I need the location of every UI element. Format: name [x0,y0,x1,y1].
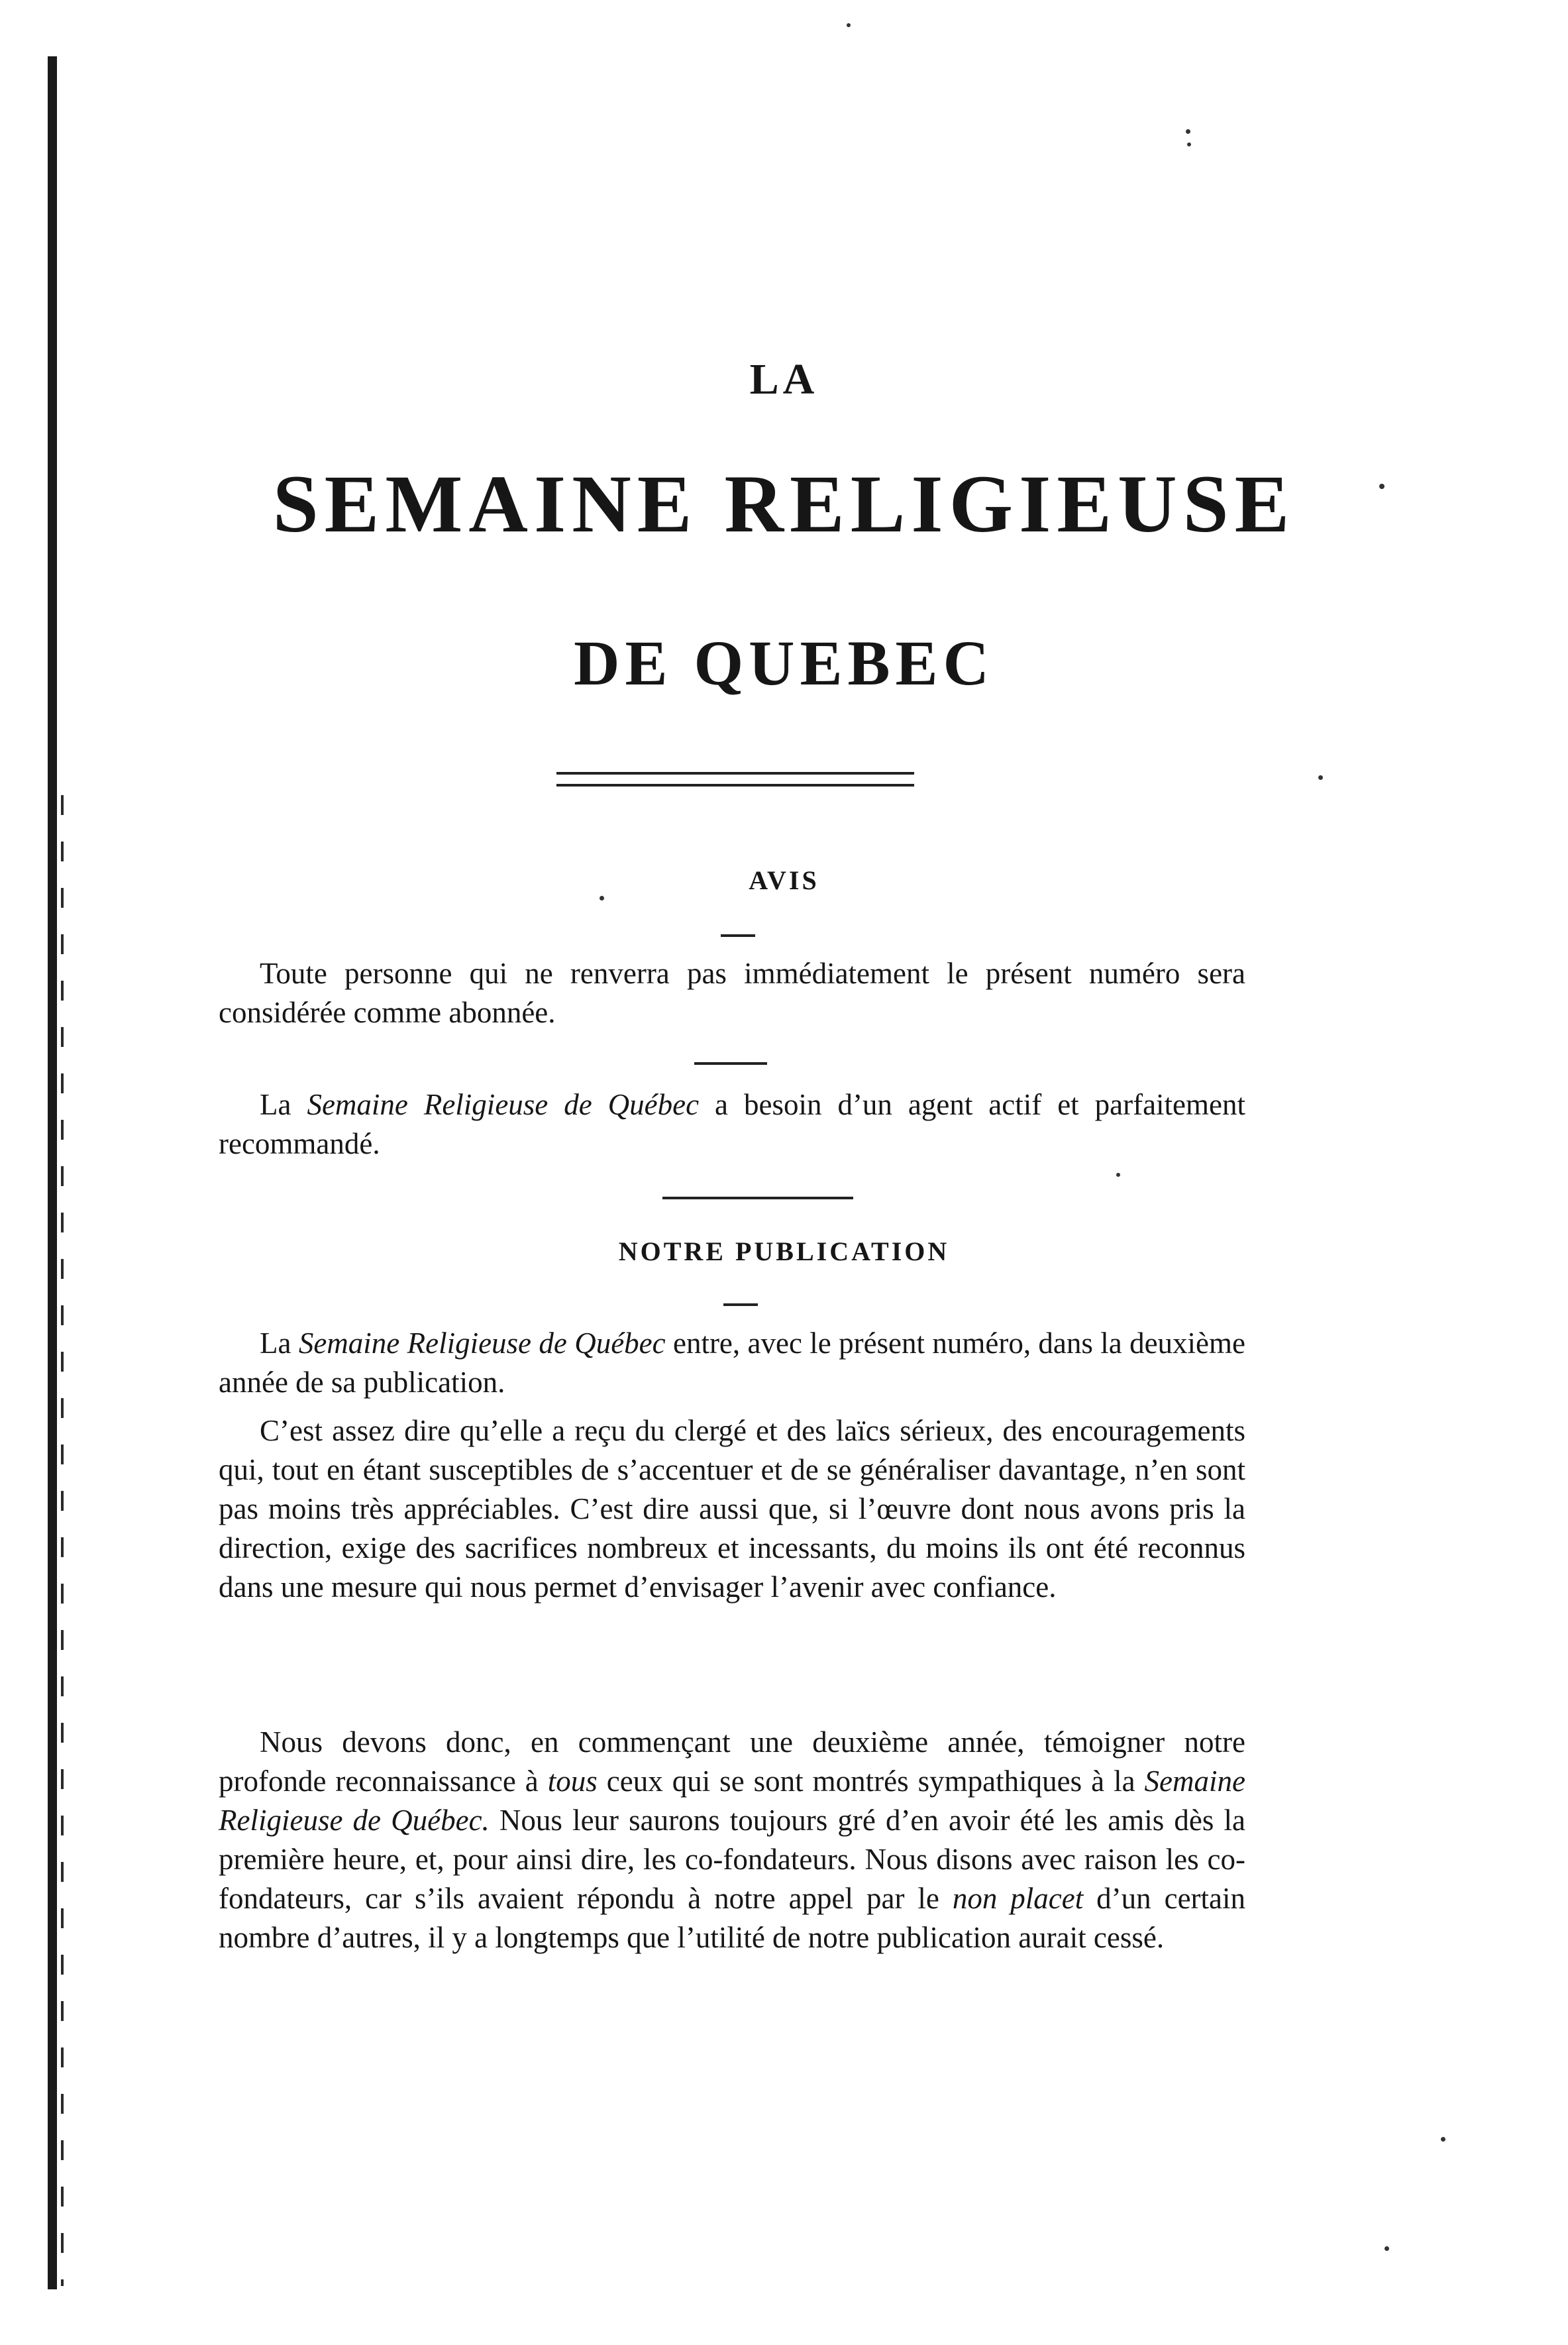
publication-p3-italic-tous: tous [547,1765,598,1798]
avis-notice-2-prefix: La [260,1088,307,1121]
publication-p3-part-1: Nous devons donc, en commençant une deuxième année, témoigner notre profonde reconnaissance à [219,1725,1245,1798]
scan-speck [600,896,604,900]
publication-heading: NOTRE PUBLICATION [618,1236,950,1266]
scan-speck [1441,2137,1445,2142]
masthead-double-rule [556,772,914,787]
masthead-title: SEMAINE RELIGIEUSE [272,459,1296,549]
page-edge-marks [61,795,64,2286]
avis-notice-1 [219,954,1245,1032]
avis-notice-2 [219,1085,1245,1164]
publication-p3-part-4: d’un certain nombre d’autres, il y a longtemps que l’utilité de notre publication aurait cessé. [219,1882,1246,1954]
avis-heading: AVIS [749,865,819,895]
scan-speck [1116,1173,1120,1177]
masthead-subtitle: DE QUEBEC [574,627,994,698]
masthead-article: LA [749,355,819,404]
publication-p1-journal-name: Semaine Religieuse de Québec [298,1327,666,1360]
publication-p1-suffix: entre, avec le présent numéro, dans la deuxième année de sa publication. [219,1327,1246,1399]
scan-speck [1385,2246,1389,2251]
publication-p3-journal-name: Semaine Religieuse de Québec. [219,1765,1245,1837]
avis-heading-dash [721,934,755,937]
publication-p1-prefix: La [260,1327,299,1360]
publication-p3-part-2: ceux qui se sont montrés sympathiques à la [597,1765,1145,1798]
avis-separator [694,1062,767,1065]
publication-paragraph-2 [219,1411,1245,1607]
scan-speck [1318,775,1323,780]
scan-speck [1186,129,1190,134]
publication-paragraph-3 [219,1723,1245,1957]
section-separator [662,1197,853,1199]
avis-notice-2-suffix: a besoin d’un agent actif et parfaitement recommandé. [219,1088,1246,1160]
scan-speck [1187,142,1191,146]
avis-notice-1-text: Toute personne qui ne renverra pas immédiatement le présent numéro sera considérée comme abonnée. [219,957,1245,1029]
publication-p3-italic-non-placet: non placet [952,1882,1084,1915]
avis-notice-2-journal-name: Semaine Religieuse de Québec [307,1088,700,1121]
publication-p3-part-3: Nous leur saurons toujours gré d’en avoir été les amis dès la première heure, et, pour ainsi dire, les co-fondateurs. Nous disons avec raison les co-fondateurs, car s’ils avaient répondu à notre appel par le [219,1804,1245,1915]
publication-paragraph-1 [219,1324,1245,1402]
publication-heading-dash [723,1303,758,1306]
scan-speck [847,23,851,27]
publication-p2-text: C’est assez dire qu’elle a reçu du clergé et des laïcs sérieux, des encouragements qui, tout en étant susceptibles de s’accentuer et de se généraliser davantage, n’en sont pas moins très appréciables. C’est dire aussi que, si l’œuvre dont nous avons pris la direction, exige des sacrifices nombreux et incessants, du moins ils ont été reconnus dans une mesure qui nous permet d’envisager l’avenir avec confiance. [219,1414,1245,1604]
